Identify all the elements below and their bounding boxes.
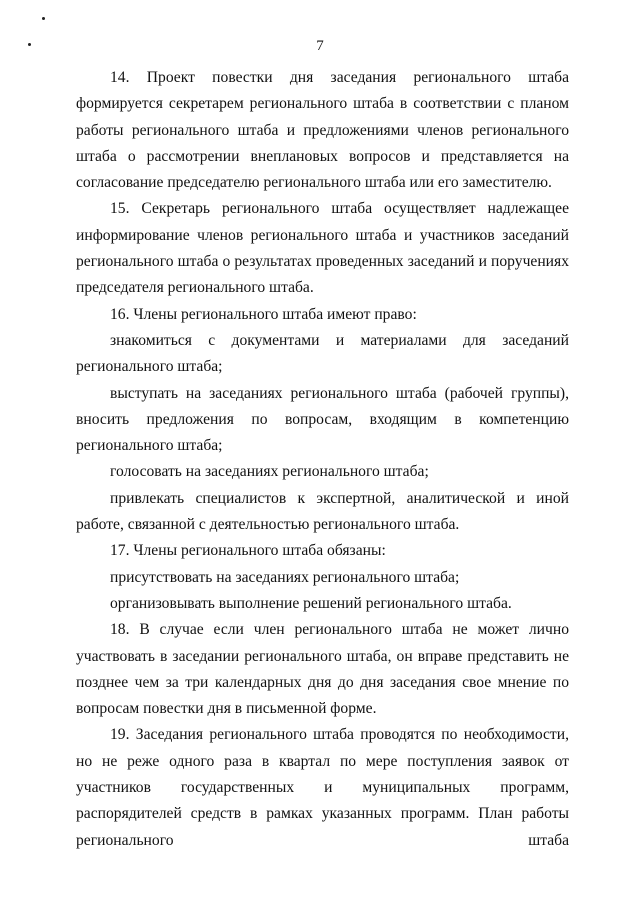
paragraph-14: 14. Проект повестки дня заседания регионального штаба формируется секретарем регионального штаба в соответствии с планом работы регионального штаба и предложениями членов регионального штаба о рассмотрении внеплановых вопросов и представляется на согласование председателю регионального штаба или его заместителю.	[76, 69, 569, 192]
scan-speck	[42, 17, 45, 20]
paragraph-15: 15. Секретарь регионального штаба осуществляет надлежащее информирование членов регионального штаба и участников заседаний регионального штаба о результатах проведенных заседаний и поручениях председателя регионального штаба.	[76, 200, 569, 297]
paragraph-16: 16. Члены регионального штаба имеют право:	[110, 305, 417, 323]
paragraph-16-item-1: знакомиться с документами и материалами для заседаний регионального штаба;	[76, 331, 569, 376]
paragraph-19: 19. Заседания регионального штаба проводятся по необходимости, но не реже одного раза в квартал по мере поступления заявок от участников государственных и муниципальных программ, распорядителей средств в рамках указанных программ. План работы регионального штаба	[76, 726, 569, 849]
paragraph-17-item-1: присутствовать на заседаниях регионального штаба;	[110, 568, 460, 586]
paragraph-17-item-2: организовывать выполнение решений регионального штаба.	[110, 594, 512, 612]
paragraph-16-item-3: голосовать на заседаниях регионального штаба;	[110, 463, 429, 481]
document-body	[76, 65, 569, 854]
page-number: 7	[316, 38, 324, 54]
paragraph-16-item-4: привлекать специалистов к экспертной, аналитической и иной работе, связанной с деятельностью регионального штаба.	[76, 489, 569, 534]
paragraph-16-item-2: выступать на заседаниях регионального штаба (рабочей группы), вносить предложения по вопросам, входящим в компетенцию регионального штаба;	[76, 384, 569, 455]
paragraph-17: 17. Члены регионального штаба обязаны:	[110, 542, 386, 560]
paragraph-18: 18. В случае если член регионального штаба не может лично участвовать в заседании регионального штаба, он вправе представить не позднее чем за три календарных дня до дня заседания свое мнение по вопросам повестки дня в письменной форме.	[76, 621, 569, 718]
